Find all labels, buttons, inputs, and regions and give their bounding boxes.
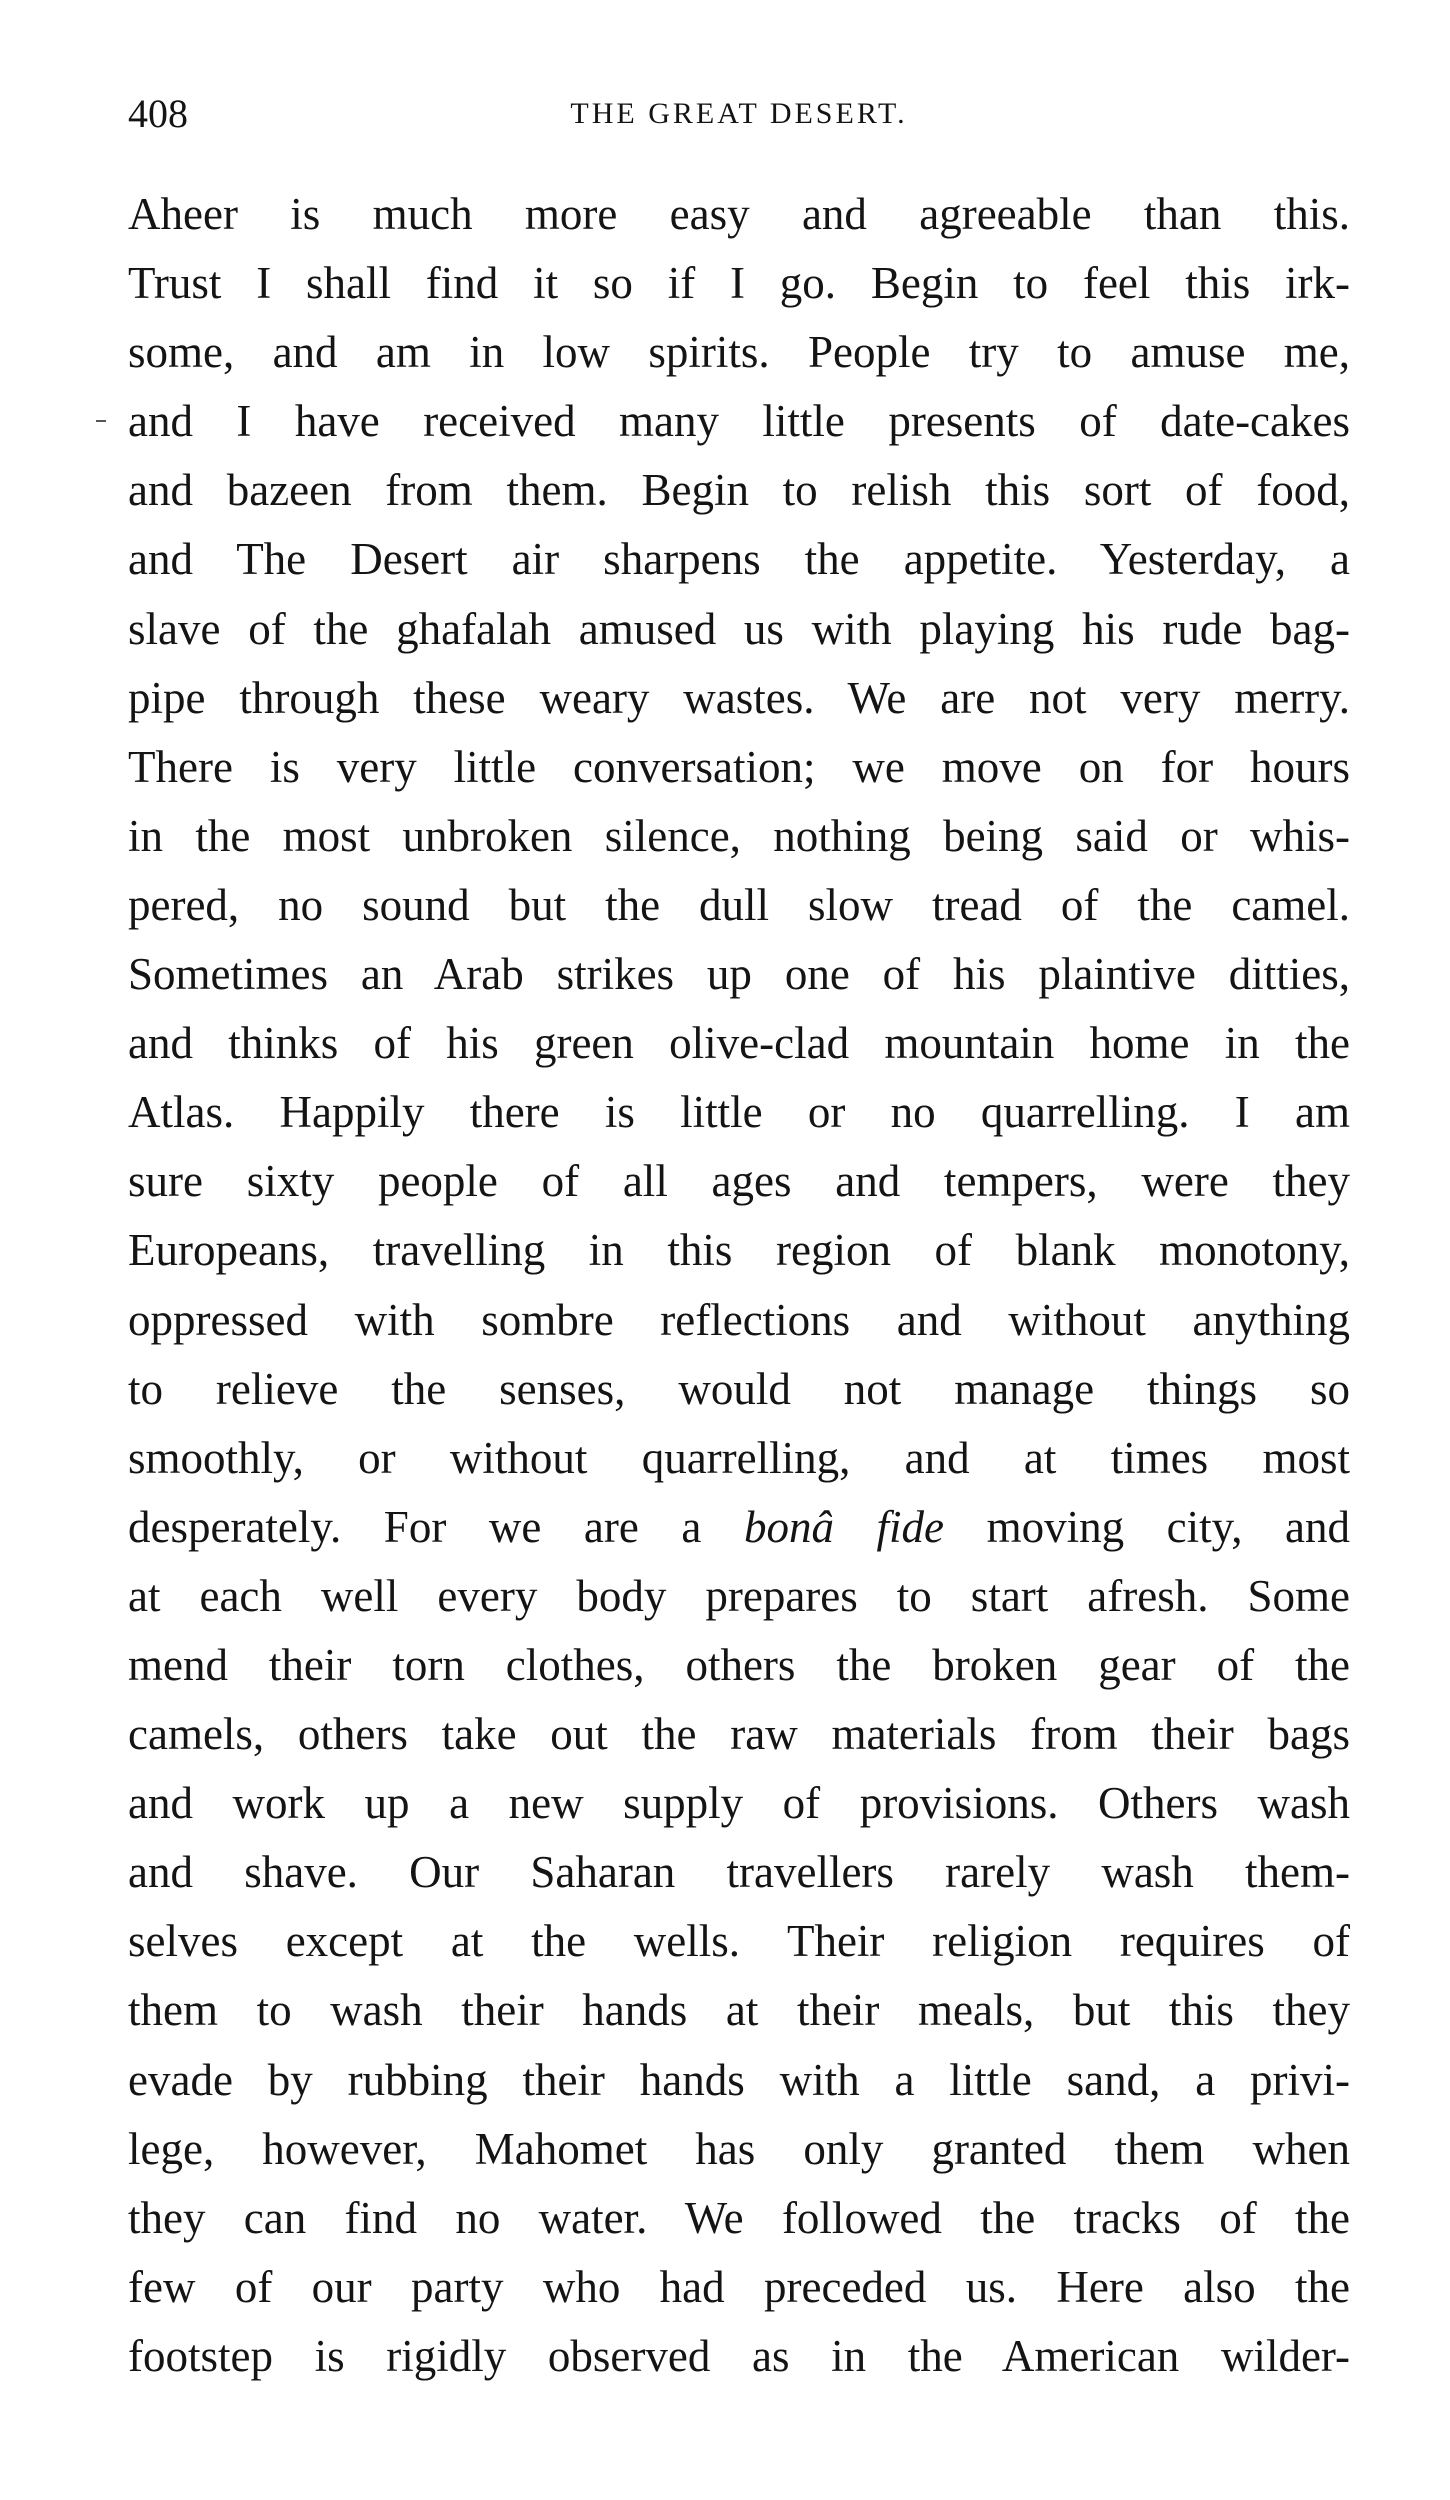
text-line: Atlas. Happily there is little or no quarrelling. I am — [128, 1087, 1350, 1138]
page-header — [128, 84, 1350, 144]
text-line: and The Desert air sharpens the appetite. Yesterday, a — [128, 534, 1350, 585]
italic-phrase: bonâ fide — [743, 1501, 944, 1552]
text-line: camels, others take out the raw materials from their bags — [128, 1709, 1350, 1760]
text-segment: desperately. For we are a — [128, 1501, 744, 1552]
text-line: There is very little conversation; we move on for hours — [128, 741, 1350, 792]
body-text — [128, 180, 1350, 2391]
text-line: in the most unbroken silence, nothing being said or whis- — [128, 810, 1350, 861]
text-line: selves except at the wells. Their religion requires of — [128, 1916, 1350, 1967]
text-line: few of our party who had preceded us. Here also the — [128, 2261, 1350, 2312]
text-line: footstep is rigidly observed as in the American wilder- — [128, 2330, 1350, 2381]
text-line: smoothly, or without quarrelling, and at times most — [128, 1432, 1350, 1483]
text-line: pered, no sound but the dull slow tread of the camel. — [128, 879, 1350, 930]
text-line: lege, however, Mahomet has only granted them when — [128, 2123, 1350, 2174]
text-segment: moving city, and — [944, 1501, 1350, 1552]
text-line: oppressed with sombre reflections and without anything — [128, 1294, 1350, 1345]
text-line: Aheer is much more easy and agreeable than this. — [128, 189, 1350, 239]
text-line: to relieve the senses, would not manage things so — [128, 1363, 1350, 1414]
margin-mark — [96, 420, 106, 422]
text-line: and shave. Our Saharan travellers rarely wash them- — [128, 1847, 1350, 1898]
text-line: Trust I shall find it so if I go. Begin to feel this irk- — [128, 258, 1350, 309]
page-number: 408 — [128, 91, 188, 136]
text-line: and I have received many little presents of date-cakes — [128, 396, 1350, 447]
text-line: some, and am in low spirits. People try to amuse me, — [128, 327, 1350, 378]
running-head: THE GREAT DESERT. — [570, 97, 908, 130]
text-line: Europeans, travelling in this region of blank monotony, — [128, 1225, 1350, 1276]
text-line: and bazeen from them. Begin to relish this sort of food, — [128, 465, 1350, 516]
text-line: slave of the ghafalah amused us with playing his rude bag- — [128, 603, 1350, 654]
text-line: evade by rubbing their hands with a little sand, a privi- — [128, 2054, 1350, 2105]
text-line: pipe through these weary wastes. We are not very merry. — [128, 672, 1350, 723]
text-line: Sometimes an Arab strikes up one of his plaintive ditties, — [128, 949, 1350, 1000]
text-line: sure sixty people of all ages and tempers, were they — [128, 1156, 1350, 1207]
text-line-with-italic — [128, 1493, 1350, 1562]
text-line: them to wash their hands at their meals, but this they — [128, 1985, 1350, 2036]
text-line: mend their torn clothes, others the broken gear of the — [128, 1639, 1350, 1690]
text-line: they can find no water. We followed the tracks of the — [128, 2192, 1350, 2243]
text-line: and work up a new supply of provisions. Others wash — [128, 1778, 1350, 1829]
text-line: and thinks of his green olive-clad mountain home in the — [128, 1018, 1350, 1069]
text-line: at each well every body prepares to start afresh. Some — [128, 1570, 1350, 1621]
